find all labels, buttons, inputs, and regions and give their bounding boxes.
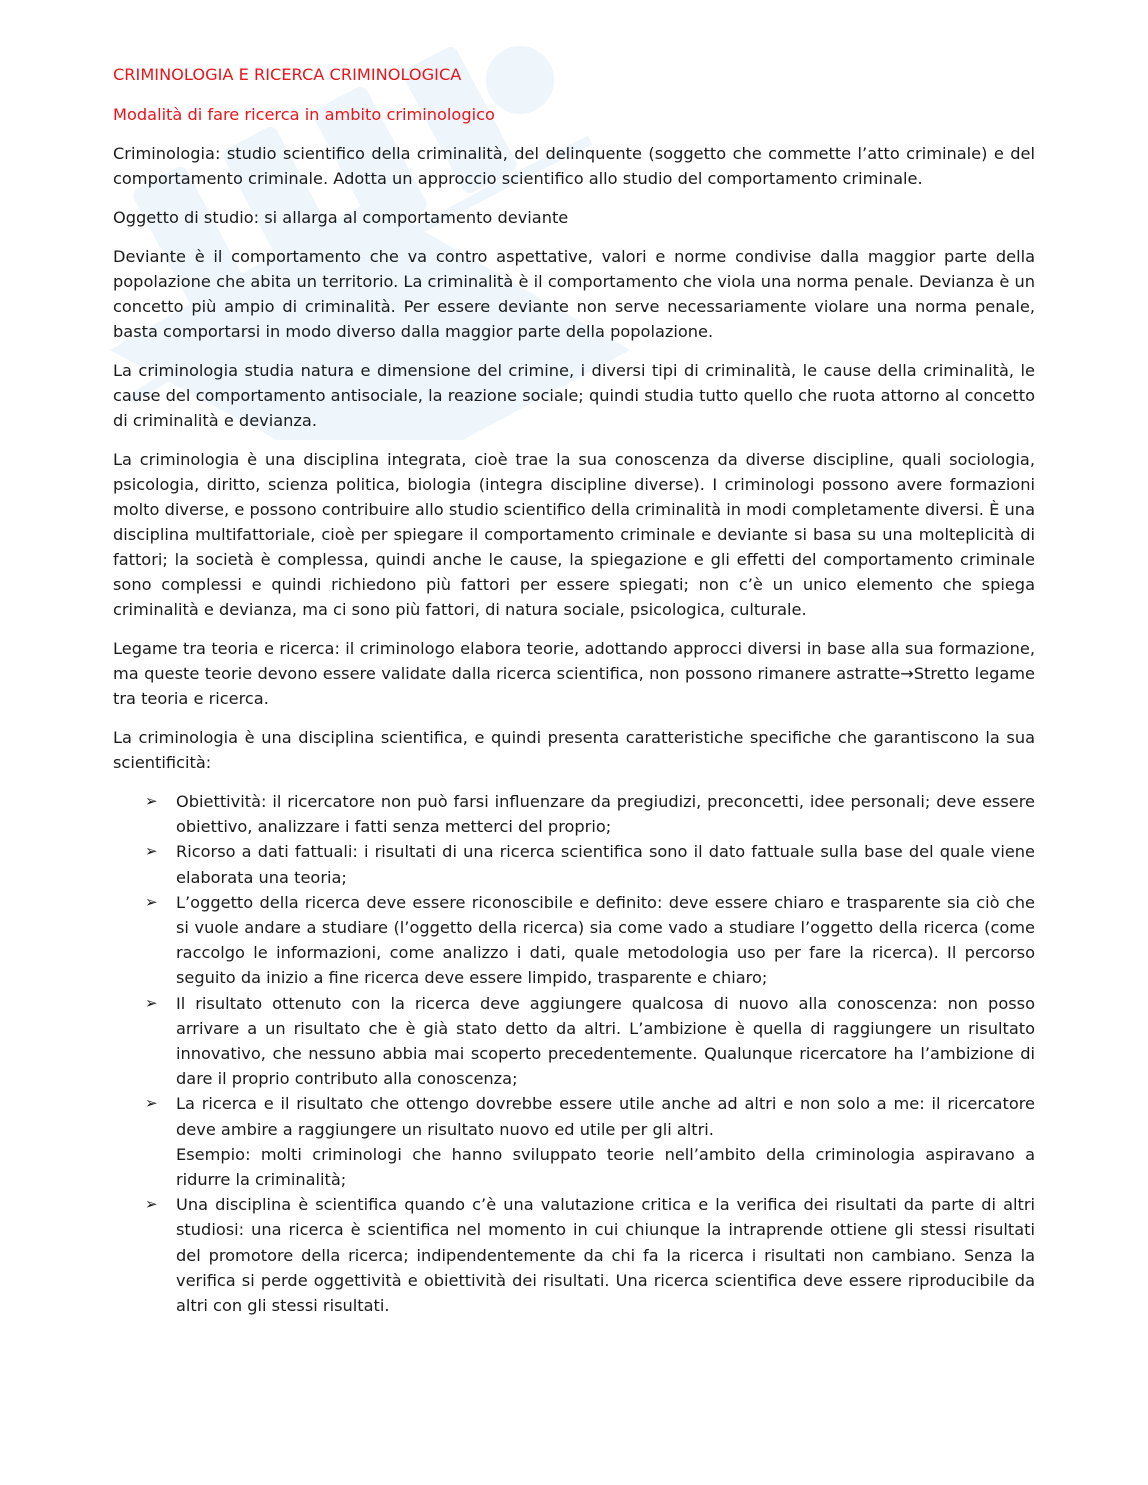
arrow-bullet-icon: ➢ <box>145 1195 158 1214</box>
list-item <box>113 1091 1035 1192</box>
paragraph-theory-research: Legame tra teoria e ricerca: il criminologo elabora teorie, adottando approcci diversi in base alla sua formazione, ma queste teorie devono essere validate dalla ricerca scientifica, non possono rimanere astratte→Stretto legame tra teoria e ricerca. <box>113 639 1035 708</box>
list-item-text: Una disciplina è scientifica quando c’è una valutazione critica e la verifica dei risultati da parte di altri studiosi: una ricerca è scientifica nel momento in cui chiunque la intraprende ottiene gli stessi risultati del promotore della ricerca; indipendentemente da chi fa la ricerca i risultati non cambiano. Senza la verifica si perde oggettività e obiettività dei risultati. Una ricerca scientifica deve essere riproducibile da altri con gli stessi risultati. <box>176 1195 1035 1316</box>
list-item <box>113 1192 1035 1318</box>
list-item <box>113 839 1035 889</box>
paragraph-scope: La criminologia studia natura e dimensione del crimine, i diversi tipi di criminalità, le cause della criminalità, le cause del comportamento antisociale, la reazione sociale; quindi studia tutto quello che ruota attorno al concetto di criminalità e devianza. <box>113 361 1035 430</box>
arrow-bullet-icon: ➢ <box>145 993 158 1012</box>
paragraph-definition: Criminologia: studio scientifico della criminalità, del delinquente (soggetto che commette l’atto criminale) e del comportamento criminale. Adotta un approccio scientifico allo studio del comportamento criminale. <box>113 144 1035 188</box>
list-item-text: Obiettività: il ricercatore non può farsi influenzare da pregiudizi, preconcetti, idee personali; deve essere obiettivo, analizzare i fatti senza metterci del proprio; <box>176 792 1035 837</box>
paragraph-integrated-discipline: La criminologia è una disciplina integrata, cioè trae la sua conoscenza da diverse discipline, quali sociologia, psicologia, diritto, scienza politica, biologia (integra discipline diverse). I criminologi possono avere formazioni molto diverse, e possono contribuire allo studio scientifico della criminalità in modi completamente diversi. È una disciplina multifattoriale, cioè per spiegare il comportamento criminale e deviante si basa su una molteplicità di fattori; la società è complessa, quindi anche le cause, la spiegazione e gli effetti del comportamento criminale sono complessi e quindi richiedono più fattori per essere spiegati; non c’è un unico elemento che spiega criminalità e devianza, ma ci sono più fattori, di natura sociale, psicologica, culturale. <box>113 450 1035 619</box>
arrow-bullet-icon: ➢ <box>145 842 158 861</box>
list-item-text: La ricerca e il risultato che ottengo dovrebbe essere utile anche ad altri e non solo a me: il ricercatore deve ambire a raggiungere un risultato nuovo ed utile per gli altri. <box>176 1094 1035 1139</box>
document-subtitle: Modalità di fare ricerca in ambito criminologico <box>113 105 495 124</box>
list-item-text: Il risultato ottenuto con la ricerca deve aggiungere qualcosa di nuovo alla conoscenza: non posso arrivare a un risultato che è già stato detto da altri. L’ambizione è quella di raggiungere un risultato innovativo, che nessuno abbia mai scoperto precedentemente. Qualunque ricercatore ha l’ambizione di dare il proprio contributo alla conoscenza; <box>176 993 1035 1089</box>
paragraph-deviance: Deviante è il comportamento che va contro aspettative, valori e norme condivise dalla maggior parte della popolazione che abita un territorio. La criminalità è il comportamento che viola una norma penale. Devianza è un concetto più ampio di criminalità. Per essere deviante non serve necessariamente violare una norma penale, basta comportarsi in modo diverso dalla maggior parte della popolazione. <box>113 247 1035 341</box>
document-page <box>113 62 1035 1318</box>
list-item <box>113 991 1035 1092</box>
list-item <box>113 789 1035 839</box>
characteristics-list <box>113 789 1035 1318</box>
list-item-text: L’oggetto della ricerca deve essere riconoscibile e definito: deve essere chiaro e trasparente sia ciò che si vuole andare a studiare (l’oggetto della ricerca) sia come vado a studiare l’oggetto della ricerca (come raccolgo le informazioni, come analizzo i dati, quale metodologia uso per fare la ricerca). Il percorso seguito da inizio a fine ricerca deve essere limpido, trasparente e chiaro; <box>176 892 1035 988</box>
list-item <box>113 890 1035 991</box>
list-item-text: Ricorso a dati fattuali: i risultati di una ricerca scientifica sono il dato fattuale sulla base del quale viene elaborata una teoria; <box>176 842 1035 887</box>
paragraph-scientific: La criminologia è una disciplina scientifica, e quindi presenta caratteristiche specifiche che garantiscono la sua scientificità: <box>113 728 1035 772</box>
list-item-example: Esempio: molti criminologi che hanno sviluppato teorie nell’ambito della criminologia aspiravano a ridurre la criminalità; <box>176 1144 1035 1190</box>
document-title: CRIMINOLOGIA E RICERCA CRIMINOLOGICA <box>113 65 462 84</box>
arrow-bullet-icon: ➢ <box>145 1094 158 1113</box>
arrow-bullet-icon: ➢ <box>145 892 158 911</box>
arrow-bullet-icon: ➢ <box>145 792 158 810</box>
paragraph-object: Oggetto di studio: si allarga al comportamento deviante <box>113 208 569 227</box>
